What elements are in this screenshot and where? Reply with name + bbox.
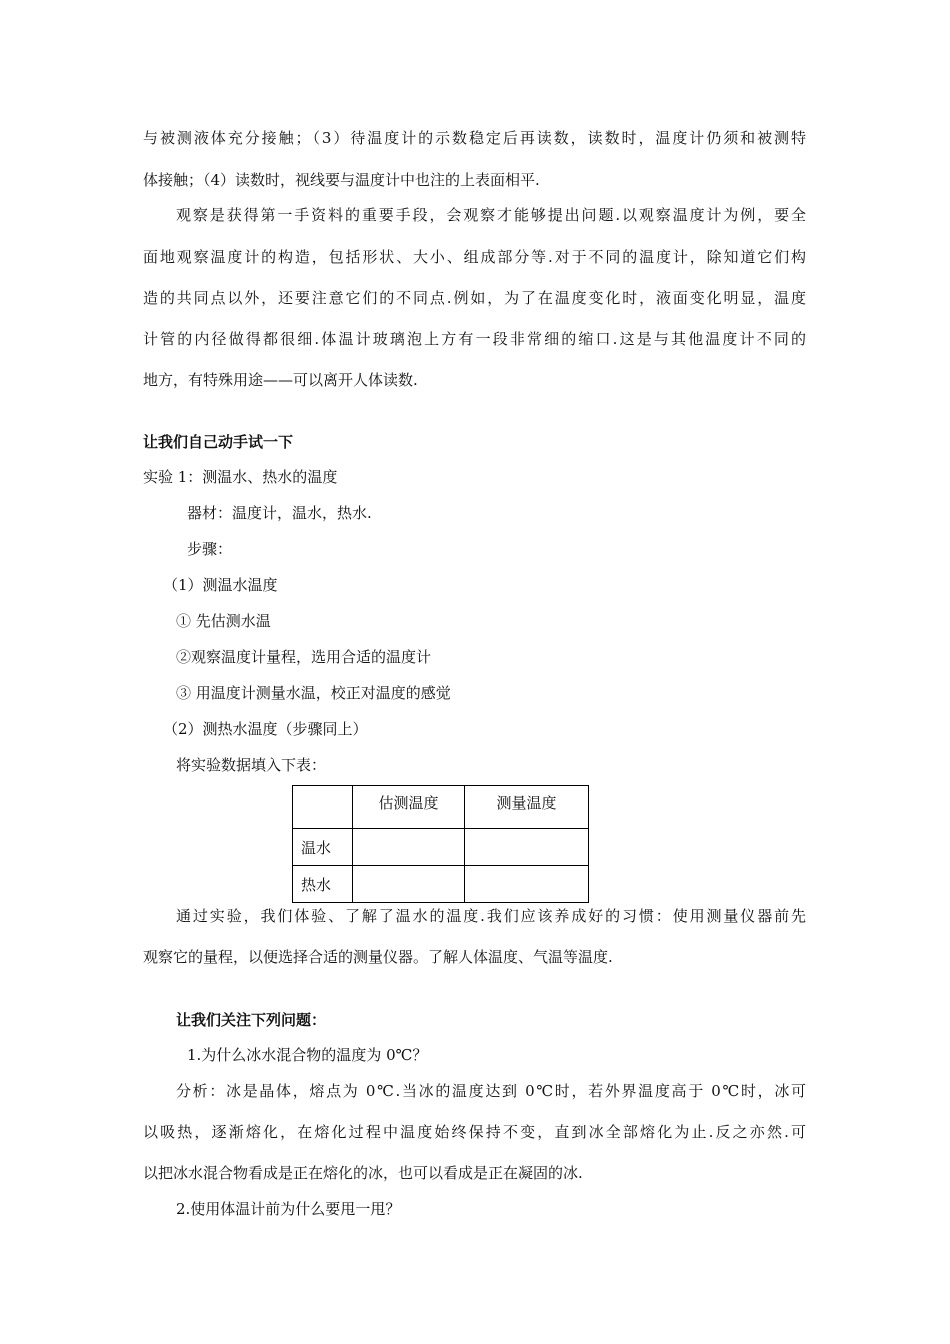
paragraph-text: 通过实验，我们体验、了解了温水的温度.我们应该养成好的习惯：使用测量仪器前先	[176, 907, 806, 925]
section-heading: 让我们关注下列问题：	[176, 1011, 327, 1029]
paragraph-line	[143, 288, 806, 308]
paragraph-line	[143, 329, 806, 349]
paragraph-text: 观察是获得第一手资料的重要手段，会观察才能够提出问题.以观察温度计为例，要全	[176, 206, 806, 224]
table-cell	[465, 866, 589, 903]
table-cell	[353, 829, 465, 866]
substep-item: ②观察温度计量程，选用合适的温度计	[176, 648, 432, 666]
paragraph-line: 体接触；（4）读数时，视线要与温度计中也注的上表面相平.	[143, 171, 540, 189]
table-header-cell: 测量温度	[465, 786, 589, 829]
paragraph-text: 计管的内径做得都很细.体温计玻璃泡上方有一段非常细的缩口.这是与其他温度计不同的	[143, 330, 806, 348]
section-heading: 让我们自己动手试一下	[143, 433, 294, 451]
paragraph-line	[176, 205, 806, 225]
table-cell	[465, 829, 589, 866]
paragraph-line	[143, 128, 806, 148]
table-row	[293, 866, 589, 903]
table-header-cell: 估测温度	[353, 786, 465, 829]
data-table	[292, 785, 589, 903]
table-row-label: 温水	[293, 829, 353, 866]
paragraph-line: 地方，有特殊用途——可以离开人体读数.	[143, 371, 418, 389]
analysis-line	[176, 1081, 806, 1101]
substep-item: ③ 用温度计测量水温，校正对温度的感觉	[176, 684, 451, 702]
table-row	[293, 829, 589, 866]
table-header-row	[293, 786, 589, 829]
table-header-cell	[293, 786, 353, 829]
substep-item: ① 先估测水温	[176, 612, 271, 630]
paragraph-line: 观察它的量程，以便选择合适的测量仪器。了解人体温度、气温等温度.	[143, 948, 613, 966]
paragraph-text: 与被测液体充分接触；（3）待温度计的示数稳定后再读数，读数时，温度计仍须和被测特	[143, 129, 806, 147]
table-row-label: 热水	[293, 866, 353, 903]
paragraph-line	[143, 247, 806, 267]
step-item: （2）测热水温度（步骤同上）	[163, 720, 368, 738]
question-item: 1.为什么冰水混合物的温度为 0℃？	[187, 1046, 428, 1064]
analysis-text: 分析：冰是晶体，熔点为 0℃.当冰的温度达到 0℃时，若外界温度高于 0℃时，冰可	[176, 1082, 806, 1100]
question-item: 2.使用体温计前为什么要甩一甩？	[176, 1200, 401, 1218]
paragraph-text: 面地观察温度计的构造，包括形状、大小、组成部分等.对于不同的温度计，除知道它们构	[143, 248, 806, 266]
table-cell	[353, 866, 465, 903]
paragraph-line	[176, 906, 806, 926]
analysis-text: 以吸热，逐渐熔化，在熔化过程中温度始终保持不变，直到冰全部熔化为止.反之亦然.可	[143, 1123, 806, 1141]
paragraph-text: 造的共同点以外，还要注意它们的不同点.例如，为了在温度变化时，液面变化明显，温度	[143, 289, 806, 307]
analysis-line: 以把冰水混合物看成是正在熔化的冰，也可以看成是正在凝固的冰.	[143, 1164, 583, 1182]
materials-line: 器材：温度计，温水，热水.	[187, 504, 372, 522]
table-intro: 将实验数据填入下表：	[176, 756, 327, 774]
steps-label: 步骤：	[187, 540, 233, 558]
experiment-title: 实验 1：测温水、热水的温度	[143, 468, 338, 486]
analysis-line	[143, 1122, 806, 1142]
step-item: （1）测温水温度	[163, 576, 278, 594]
